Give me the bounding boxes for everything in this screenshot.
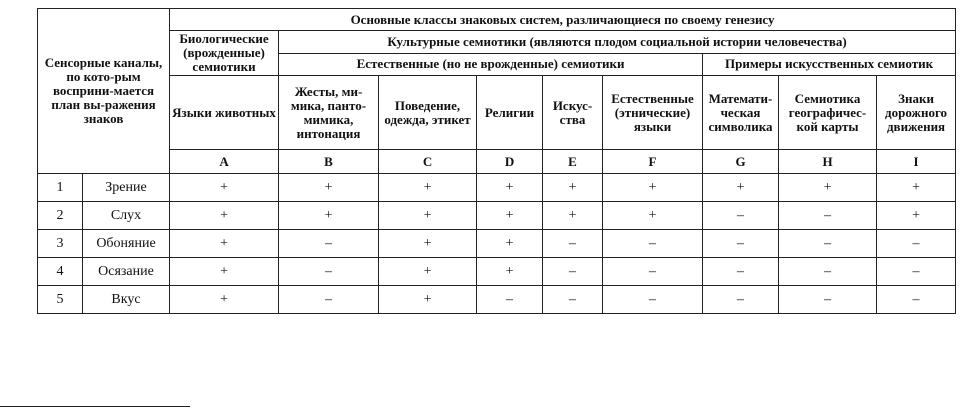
bio-header: Биологические (врожденные) семиотики — [170, 31, 279, 76]
table-cell: + — [170, 174, 279, 202]
table-cell: + — [170, 202, 279, 230]
table-row — [38, 174, 956, 202]
column-letter: D — [477, 150, 543, 174]
corner-header: Сенсорные каналы, по кото-рым восприни-мается план вы-ражения знаков — [38, 9, 170, 174]
table-cell: – — [603, 258, 703, 286]
sense-name: Вкус — [83, 286, 170, 314]
table-cell: – — [703, 286, 779, 314]
column-header: Жесты, ми-мика, панто-мимика, интонация — [279, 76, 379, 150]
cultural-header: Культурные семиотики (являются плодом социальной истории человечества) — [279, 31, 956, 54]
artificial-header: Примеры искусственных семиотик — [703, 53, 956, 76]
column-letter: C — [379, 150, 477, 174]
table-row — [38, 286, 956, 314]
sense-name: Обоняние — [83, 230, 170, 258]
table-cell: – — [703, 230, 779, 258]
table-cell: – — [477, 286, 543, 314]
column-header: Математи-ческая символика — [703, 76, 779, 150]
table-cell: + — [379, 230, 477, 258]
table-cell: + — [477, 174, 543, 202]
table-cell: + — [379, 258, 477, 286]
natural-header: Естественные (но не врожденные) семиотики — [279, 53, 703, 76]
column-letter: B — [279, 150, 379, 174]
column-header: Знаки дорожного движения — [877, 76, 956, 150]
column-letter: I — [877, 150, 956, 174]
table-cell: + — [379, 174, 477, 202]
table-row — [38, 230, 956, 258]
table-cell: + — [543, 174, 603, 202]
column-letter: F — [603, 150, 703, 174]
table-cell: – — [543, 258, 603, 286]
table-cell: – — [779, 230, 877, 258]
sense-name: Слух — [83, 202, 170, 230]
semiotics-table — [37, 8, 956, 314]
column-letter: G — [703, 150, 779, 174]
table-cell: + — [170, 230, 279, 258]
column-header: Поведение, одежда, этикет — [379, 76, 477, 150]
column-letter: A — [170, 150, 279, 174]
table-cell: + — [543, 202, 603, 230]
table-cell: + — [877, 202, 956, 230]
table-cell: + — [779, 174, 877, 202]
table-cell: – — [703, 202, 779, 230]
top-header: Основные классы знаковых систем, различающиеся по своему генезису — [170, 9, 956, 31]
table-cell: – — [779, 202, 877, 230]
table-cell: – — [603, 286, 703, 314]
column-header: Семиотика географичес-кой карты — [779, 76, 877, 150]
table-cell: + — [279, 174, 379, 202]
table-cell: + — [379, 286, 477, 314]
column-header: Естественные (этнические) языки — [603, 76, 703, 150]
table-cell: + — [703, 174, 779, 202]
table-row — [38, 202, 956, 230]
sense-name: Зрение — [83, 174, 170, 202]
table-cell: – — [877, 230, 956, 258]
table-cell: – — [779, 286, 877, 314]
footnote-rule — [0, 406, 190, 407]
column-letter: H — [779, 150, 877, 174]
row-number: 1 — [38, 174, 83, 202]
table-cell: – — [279, 258, 379, 286]
table-cell: + — [877, 174, 956, 202]
row-number: 4 — [38, 258, 83, 286]
table-cell: + — [603, 174, 703, 202]
column-header: Искус-ства — [543, 76, 603, 150]
table-cell: + — [477, 258, 543, 286]
table-cell: – — [779, 258, 877, 286]
table-cell: + — [477, 202, 543, 230]
table-cell: + — [279, 202, 379, 230]
sense-name: Осязание — [83, 258, 170, 286]
column-header: Языки животных — [170, 76, 279, 150]
column-header: Религии — [477, 76, 543, 150]
row-number: 2 — [38, 202, 83, 230]
column-letter: E — [543, 150, 603, 174]
table-cell: – — [279, 230, 379, 258]
table-row — [38, 258, 956, 286]
table-cell: + — [603, 202, 703, 230]
row-number: 5 — [38, 286, 83, 314]
table-cell: – — [543, 230, 603, 258]
table-cell: + — [379, 202, 477, 230]
table-cell: + — [170, 286, 279, 314]
table-cell: – — [279, 286, 379, 314]
table-cell: – — [877, 286, 956, 314]
table-cell: + — [477, 230, 543, 258]
table-cell: – — [603, 230, 703, 258]
table-cell: – — [703, 258, 779, 286]
table-cell: – — [877, 258, 956, 286]
table-cell: + — [170, 258, 279, 286]
table-cell: – — [543, 286, 603, 314]
row-number: 3 — [38, 230, 83, 258]
